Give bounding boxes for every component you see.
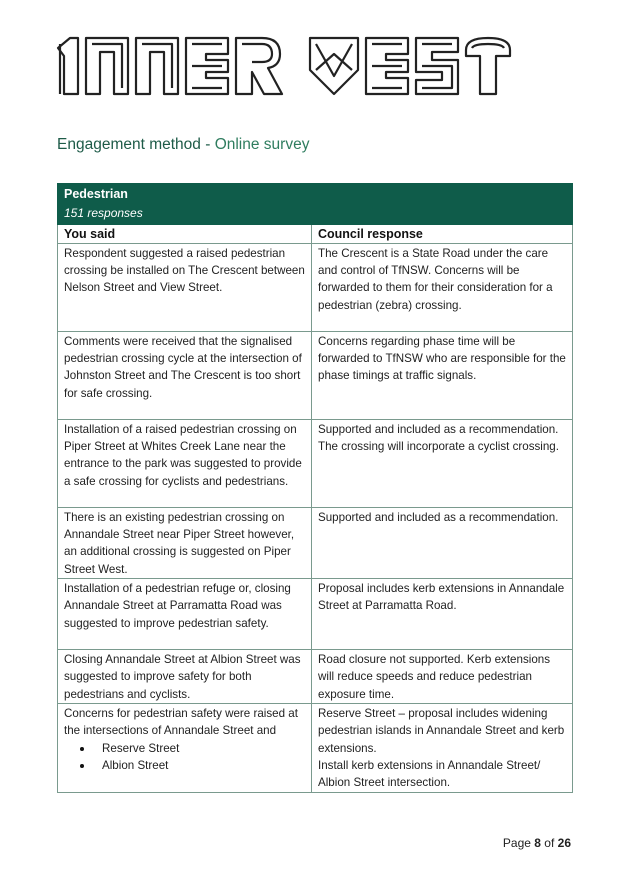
council-response-cell [312, 704, 573, 792]
council-response-text-2: Install kerb extensions in Annandale Street/ Albion Street intersection. [318, 758, 541, 790]
heading-method-type: Online survey [214, 136, 310, 153]
council-response-cell: Supported and included as a recommendation. The crossing will incorporate a cyclist crossing. [312, 419, 573, 507]
of-word: of [540, 836, 558, 850]
street-bullet-list [64, 740, 306, 775]
logo-letter-t [466, 38, 510, 94]
you-said-cell: There is an existing pedestrian crossing on Annandale Street near Piper Street however, an additional crossing is suggested on Piper Street West. [58, 507, 312, 578]
logo-letter-n-2 [136, 38, 178, 94]
page-number [503, 836, 571, 850]
council-response-cell: Concerns regarding phase time will be forwarded to TfNSW who are responsible for the phase timings at traffic signals. [312, 331, 573, 419]
list-item: Reserve Street [102, 740, 306, 757]
table-row [58, 331, 573, 419]
column-header-row [58, 224, 573, 243]
council-response-cell: Road closure not supported. Kerb extensions will reduce speeds and reduce pedestrian exposure time. [312, 650, 573, 704]
topic-row [58, 184, 573, 204]
you-said-cell: Respondent suggested a raised pedestrian crossing be installed on The Crescent between Nelson Street and View Street. [58, 243, 312, 331]
logo-letter-r [236, 38, 282, 94]
list-item: Albion Street [102, 757, 306, 774]
column-header-council-response: Council response [312, 224, 573, 243]
council-response-cell: Proposal includes kerb extensions in Annandale Street at Parramatta Road. [312, 579, 573, 650]
logo-letter-n [86, 38, 128, 94]
you-said-cell: Closing Annandale Street at Albion Street was suggested to improve safety for both pedestrians and cyclists. [58, 650, 312, 704]
logo-letter-s [416, 38, 458, 94]
table-row [58, 243, 573, 331]
you-said-cell: Installation of a pedestrian refuge or, closing Annandale Street at Parramatta Road was suggested to improve pedestrian safety. [58, 579, 312, 650]
responses-row [58, 204, 573, 224]
column-header-you-said: You said [58, 224, 312, 243]
total-pages: 26 [557, 836, 571, 850]
heading-method-label: Engagement method - [57, 136, 215, 153]
you-said-text: Concerns for pedestrian safety were raised at the intersections of Annandale Street and [64, 707, 298, 738]
you-said-cell: Comments were received that the signalised pedestrian crossing cycle at the intersection of Johnston Street and The Crescent is too short for safe crossing. [58, 331, 312, 419]
current-page: 8 [534, 836, 541, 850]
council-response-cell: The Crescent is a State Road under the care and control of TfNSW. Concerns will be forwarded to them for their consideration for a pedestrian (zebra) crossing. [312, 243, 573, 331]
you-said-cell [58, 704, 312, 792]
inner-west-logo [56, 36, 536, 96]
logo-letter-e-2 [366, 38, 408, 94]
feedback-table [57, 183, 573, 793]
table-row [58, 507, 573, 578]
council-response-text-1: Reserve Street – proposal includes widening pedestrian islands in Annandale Street and kerb extensions. [318, 707, 565, 755]
topic-title: Pedestrian [58, 184, 573, 204]
council-response-cell: Supported and included as a recommendation. [312, 507, 573, 578]
table-row [58, 419, 573, 507]
table-row [58, 650, 573, 704]
response-count: 151 responses [58, 204, 573, 224]
you-said-cell: Installation of a raised pedestrian crossing on Piper Street at Whites Creek Lane near the entrance to the park was suggested to provide a safe crossing for cyclists and pedestrians. [58, 419, 312, 507]
table-row [58, 579, 573, 650]
logo-letter-i [58, 38, 78, 94]
logo-letter-e [186, 38, 228, 94]
logo-letter-w [310, 38, 358, 94]
page-word: Page [502, 836, 535, 850]
engagement-method-heading [57, 136, 309, 154]
table-row [58, 704, 573, 792]
